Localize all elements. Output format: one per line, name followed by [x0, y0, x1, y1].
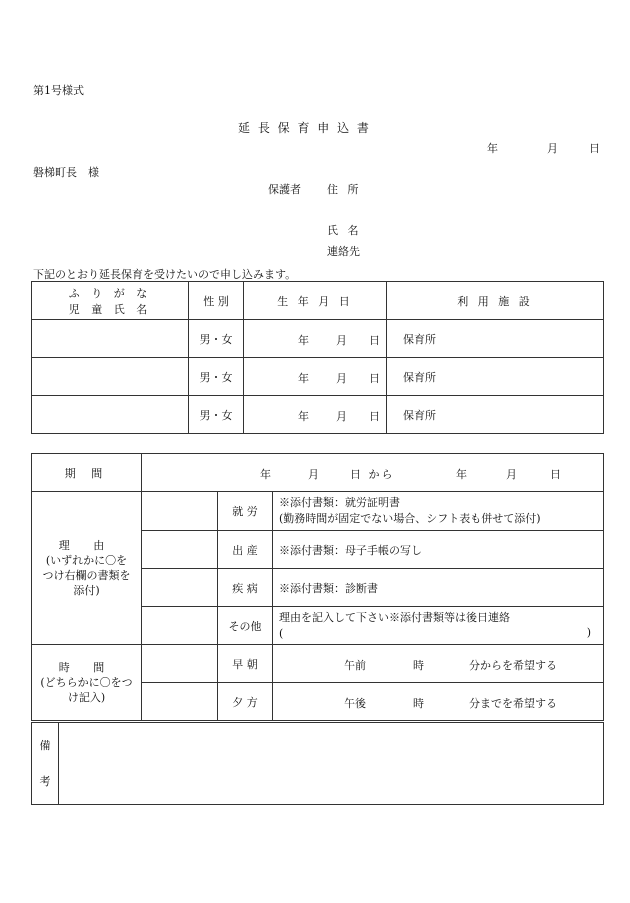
birth-day: 日: [369, 334, 380, 347]
period-to-year: 年: [456, 468, 467, 481]
remarks-label-cell: [32, 723, 59, 805]
time-hour: 時: [413, 697, 424, 710]
application-table: [31, 453, 604, 721]
sex-cell[interactable]: 男・女: [189, 358, 244, 396]
period-row: [32, 454, 604, 492]
reason-detail-line: (勤務時間が固定でない場合、シフト表も併せて添付): [279, 512, 541, 525]
reason-check-cell[interactable]: [142, 569, 218, 607]
period-to-month: 月: [506, 468, 517, 481]
time-label-cell: [32, 645, 142, 721]
time-label: 時 間: [58, 661, 115, 674]
birth-month: 月: [336, 334, 347, 347]
form-number: 第1号様式: [33, 84, 84, 97]
time-item-label: 夕 方: [218, 683, 273, 721]
child-name-cell[interactable]: [32, 320, 189, 358]
time-note-line: (どちらかに〇をつ: [40, 676, 133, 689]
reason-detail-line: 理由を記入して下さい※添付書類等は後日連絡: [279, 610, 510, 624]
facility-header: 利 用 施 設: [387, 282, 604, 320]
time-item-label: 早 朝: [218, 645, 273, 683]
birth-cell[interactable]: [244, 320, 387, 358]
time-note-line: け記入): [67, 691, 106, 704]
children-header-row: [32, 282, 604, 320]
sex-cell[interactable]: 男・女: [189, 396, 244, 434]
time-ampm: 午後: [344, 697, 366, 710]
remarks-label-char: 考: [39, 774, 51, 788]
birth-year: 年: [298, 334, 309, 347]
period-label: 期 間: [32, 454, 142, 492]
reason-note-line: (いずれかに〇を: [45, 554, 128, 567]
child-row: [32, 396, 604, 434]
guardian-label: 保護者: [268, 183, 301, 196]
guardian-name-label: 氏 名: [327, 224, 362, 237]
close-paren: ): [586, 626, 592, 639]
facility-cell[interactable]: 保育所: [387, 396, 604, 434]
sex-header: 性 別: [189, 282, 244, 320]
reason-note-line: 添付): [73, 584, 100, 597]
time-suffix: 分までを希望する: [469, 697, 557, 710]
birth-day: 日: [369, 372, 380, 385]
period-cell[interactable]: [142, 454, 604, 492]
time-check-cell[interactable]: [142, 683, 218, 721]
reason-check-cell[interactable]: [142, 531, 218, 569]
time-ampm: 午前: [344, 659, 366, 672]
time-hour: 時: [413, 659, 424, 672]
addressee: 磐梯町長 様: [33, 166, 99, 179]
reason-detail-cell: ※添付書類：診断書: [273, 569, 604, 607]
furigana-header: ふ り が な: [68, 286, 152, 300]
child-name-cell[interactable]: [32, 358, 189, 396]
birth-cell[interactable]: [244, 358, 387, 396]
remarks-input-cell[interactable]: [59, 723, 604, 805]
time-detail-cell[interactable]: [273, 645, 604, 683]
reason-item-label: 出 産: [218, 531, 273, 569]
reason-detail-cell: [273, 492, 604, 531]
guardian-contact-label: 連絡先: [327, 245, 360, 258]
reason-item-label: 就 労: [218, 492, 273, 531]
period-from-month: 月: [308, 468, 319, 481]
period-to-day: 日: [550, 468, 561, 481]
reason-detail-line: (: [279, 626, 284, 640]
time-suffix: 分からを希望する: [469, 659, 557, 672]
reason-label-cell: [32, 492, 142, 645]
reason-detail-cell[interactable]: [273, 607, 604, 645]
reason-item-label: その他: [218, 607, 273, 645]
reason-row: [32, 492, 604, 531]
sex-cell[interactable]: 男・女: [189, 320, 244, 358]
facility-cell[interactable]: 保育所: [387, 320, 604, 358]
child-row: [32, 358, 604, 396]
reason-detail-cell: ※添付書類：母子手帳の写し: [273, 531, 604, 569]
birth-month: 月: [336, 410, 347, 423]
guardian-address-label: 住 所: [327, 183, 362, 196]
reason-item-label: 疾 病: [218, 569, 273, 607]
time-check-cell[interactable]: [142, 645, 218, 683]
time-detail-cell[interactable]: [273, 683, 604, 721]
birth-day: 日: [369, 410, 380, 423]
page-title: 延 長 保 育 申 込 書: [238, 121, 371, 135]
reason-note-line: つけ右欄の書類を: [42, 569, 131, 582]
birth-year: 年: [298, 410, 309, 423]
period-from-year: 年: [260, 468, 271, 481]
child-name-header-text: 児 童 氏 名: [68, 302, 152, 316]
reason-detail-line: ※添付書類：就労証明書: [279, 496, 400, 509]
child-name-header: [32, 282, 189, 320]
date-year: 年: [487, 142, 498, 155]
date-day: 日: [589, 142, 600, 155]
reason-check-cell[interactable]: [142, 607, 218, 645]
remarks-label-char: 備: [39, 738, 51, 752]
birth-month: 月: [336, 372, 347, 385]
child-row: [32, 320, 604, 358]
birth-cell[interactable]: [244, 396, 387, 434]
children-table: [31, 281, 604, 434]
intro-text: 下記のとおり延長保育を受けたいので申し込みます。: [33, 268, 297, 281]
birth-header: 生 年 月 日: [244, 282, 387, 320]
birth-year: 年: [298, 372, 309, 385]
time-row: [32, 645, 604, 683]
facility-cell[interactable]: 保育所: [387, 358, 604, 396]
reason-check-cell[interactable]: [142, 492, 218, 531]
date-month: 月: [547, 142, 558, 155]
remarks-table: [31, 722, 604, 805]
reason-label: 理 由: [58, 539, 115, 552]
child-name-cell[interactable]: [32, 396, 189, 434]
period-from-day-kara: 日 から: [350, 468, 395, 481]
